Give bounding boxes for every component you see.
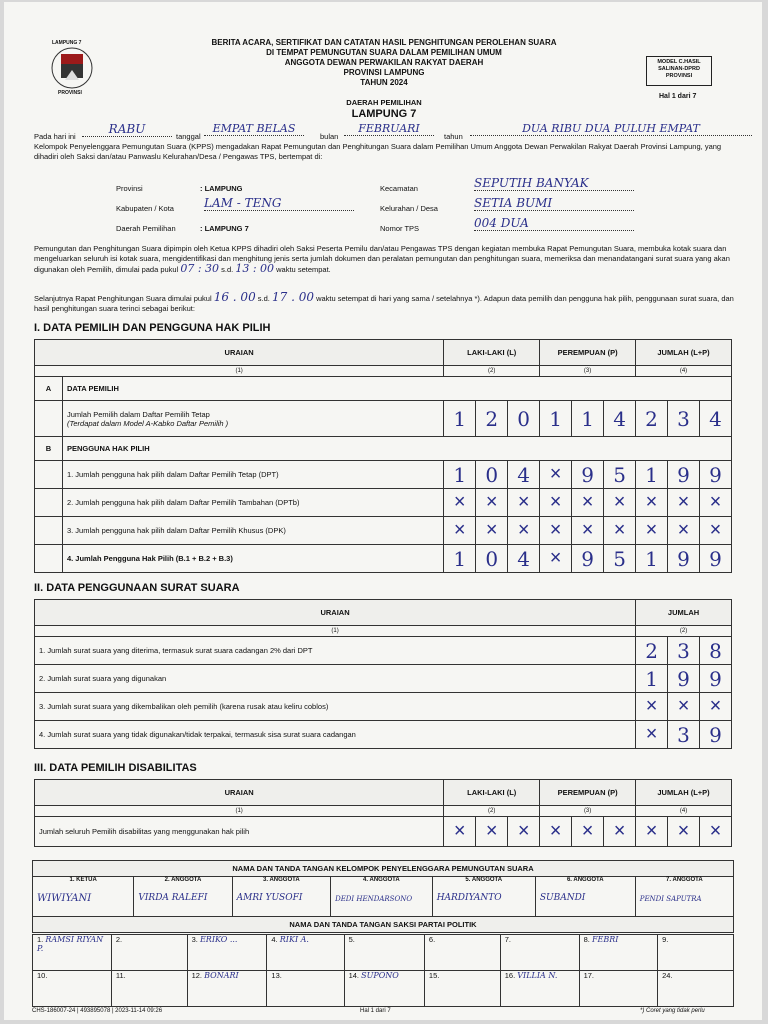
hari-field[interactable]: RABU (82, 122, 172, 137)
saksi-cell[interactable] (187, 971, 267, 1007)
saksi-number: 14. (348, 971, 359, 980)
value-cell[interactable]: × (604, 489, 636, 517)
row-note: (Terdapat dalam Model A-Kabko Daftar Pemilih ) (66, 418, 229, 428)
value-cell[interactable]: × (540, 545, 572, 573)
table-row (35, 721, 732, 749)
saksi-cell[interactable] (111, 935, 187, 971)
section-3-title: III. DATA PEMILIH DISABILITAS (34, 762, 197, 774)
empty-cell (35, 461, 63, 489)
value-cell[interactable]: 0 (476, 545, 508, 573)
value-cell[interactable]: × (572, 489, 604, 517)
kelurahan-label: Kelurahan / Desa (380, 204, 438, 213)
model-box (646, 56, 712, 86)
col-laki: LAKI-LAKI (L) (444, 780, 540, 806)
saksi-cell[interactable] (579, 935, 657, 971)
dapil-loc-value: : LAMPUNG 7 (200, 224, 249, 233)
saksi-number: 1. (37, 935, 44, 944)
page-number: Hal 1 dari 7 (659, 93, 697, 100)
dapil-label: DAERAH PEMILIHAN (346, 98, 422, 107)
count-start-field[interactable]: 16 . 00 (213, 290, 256, 304)
col-perempuan: PEREMPUAN (P) (540, 780, 636, 806)
value-cell[interactable]: × (636, 817, 668, 847)
value-cell[interactable]: × (668, 693, 700, 721)
value-cell[interactable]: × (508, 517, 540, 545)
bulan-field[interactable]: FEBRUARI (344, 122, 434, 136)
section-2-title: II. DATA PENGGUNAAN SURAT SUARA (34, 582, 240, 594)
saksi-number: 6. (428, 935, 436, 944)
row-label: 4. Jumlah surat suara yang tidak digunakan/tidak terpakai, termasuk sisa surat suara cadangan (35, 721, 636, 749)
saksi-number: 4. (271, 935, 278, 944)
value-cell[interactable]: × (636, 489, 668, 517)
value-cell[interactable]: × (476, 817, 508, 847)
col-number: (2) (444, 366, 540, 377)
value-cell[interactable]: × (700, 693, 732, 721)
value-cell[interactable]: × (540, 461, 572, 489)
saksi-cell[interactable] (111, 971, 187, 1007)
value-cell[interactable]: 1 (540, 401, 572, 437)
count-start-text (34, 292, 750, 314)
saksi-name: ERIKO ... (199, 935, 238, 944)
empty-cell (35, 489, 63, 517)
value-cell[interactable]: 4 (604, 401, 636, 437)
waktu-text: waktu setempat. (276, 265, 331, 274)
dapil-loc-label: Daerah Pemilihan (116, 224, 176, 233)
value-cell[interactable]: 3 (668, 637, 700, 665)
row-label: 3. Jumlah pengguna hak pilih dalam Daftar Pemilih Khusus (DPK) (62, 517, 443, 545)
row-label (62, 401, 443, 437)
table-header-row (35, 780, 732, 806)
saksi-cell[interactable] (424, 971, 500, 1007)
value-cell[interactable]: × (699, 489, 731, 517)
kabupaten-field[interactable]: LAM - TENG (204, 196, 354, 211)
empty-cell (35, 517, 63, 545)
value-cell[interactable]: 9 (572, 461, 604, 489)
col-number: (1) (35, 366, 444, 377)
kecamatan-label: Kecamatan (380, 184, 418, 193)
col-number: (2) (636, 626, 732, 637)
signature-cell[interactable] (535, 877, 635, 917)
role-label: 7. ANGGOTA (666, 877, 703, 883)
value-cell[interactable]: 1 (636, 461, 668, 489)
tahun-field[interactable]: DUA RIBU DUA PULUH EMPAT (470, 122, 752, 136)
signer-name: SUBANDI (539, 893, 586, 903)
saksi-number: 16. (504, 971, 516, 980)
table-row (35, 665, 732, 693)
value-cell[interactable]: 9 (700, 665, 732, 693)
row-label: 2. Jumlah surat suara yang digunakan (35, 665, 636, 693)
signature-cell[interactable] (232, 877, 330, 917)
saksi-number: 12. (191, 971, 203, 980)
role-label: 2. ANGGOTA (164, 877, 202, 883)
procedure-text (34, 244, 750, 275)
signer-name: VIRDA RALEFI (138, 893, 208, 903)
value-cell[interactable]: 9 (668, 461, 700, 489)
value-cell[interactable]: 2 (636, 401, 668, 437)
bulan-label: bulan (320, 132, 339, 141)
value-cell[interactable]: 9 (700, 721, 732, 749)
saksi-cell[interactable] (267, 935, 344, 971)
table-row (35, 377, 732, 401)
value-cell[interactable]: 4 (699, 401, 731, 437)
section-1-title: I. DATA PEMILIH DAN PENGGUNA HAK PILIH (34, 322, 271, 334)
value-cell[interactable]: 3 (668, 721, 700, 749)
footer-code: CHS-186007-24 | 493895078 | 2023-11-14 09:26 (32, 1008, 163, 1014)
saksi-cell[interactable] (658, 971, 734, 1007)
table-row (35, 489, 732, 517)
value-cell[interactable]: × (444, 489, 476, 517)
tps-label: Nomor TPS (380, 224, 420, 233)
signature-cell[interactable] (134, 877, 232, 917)
col-uraian: URAIAN (35, 600, 636, 626)
logo-top-text: LAMPUNG 7 (52, 40, 82, 46)
table-subheader-row (35, 626, 732, 637)
row-code: A (35, 377, 63, 401)
saksi-cell[interactable] (658, 935, 734, 971)
saksi-number: 17. (583, 971, 595, 980)
col-jumlah: JUMLAH (636, 600, 732, 626)
saksi-number: 8. (583, 935, 590, 944)
logo-bottom-text: PROVINSI (58, 90, 82, 96)
row-label: 4. Jumlah Pengguna Hak Pilih (B.1 + B.2 + B.3) (62, 545, 443, 573)
pada-hari-label: Pada hari ini (34, 132, 76, 141)
col-number: (2) (444, 806, 540, 817)
model-line: MODEL C.HASIL (657, 59, 701, 65)
saksi-signature-table (32, 934, 734, 1007)
count-end-field[interactable]: 17 . 00 (271, 290, 314, 304)
value-cell[interactable]: × (508, 817, 540, 847)
row-label (35, 693, 636, 721)
value-cell[interactable]: 1 (444, 461, 476, 489)
table-row (35, 517, 732, 545)
table-row (35, 545, 732, 573)
value-cell[interactable]: × (540, 489, 572, 517)
signature-cell[interactable] (331, 877, 433, 917)
table-row (35, 693, 732, 721)
row-label: 2. Jumlah pengguna hak pilih dalam Daftar Pemilih Tambahan (DPTb) (62, 489, 443, 517)
section-2-table (34, 599, 732, 749)
value-cell[interactable]: × (668, 817, 700, 847)
empty-cell (35, 401, 63, 437)
signer-name: HARDIYANTO (436, 893, 502, 903)
row-label: Jumlah seluruh Pemilih disabilitas yang menggunakan hak pilih (35, 817, 444, 847)
col-number: (4) (636, 806, 732, 817)
col-number: (4) (636, 366, 732, 377)
role-label: 5. ANGGOTA (465, 877, 503, 883)
value-cell[interactable]: × (572, 817, 604, 847)
empty-cell (35, 545, 63, 573)
sd-label: s.d. (221, 265, 234, 274)
row-label: 1. Jumlah surat suara yang diterima, termasuk surat suara cadangan 2% dari DPT (35, 637, 636, 665)
saksi-name: RIKI A. (279, 935, 309, 944)
dapil-value: LAMPUNG 7 (351, 108, 417, 120)
kelurahan-field[interactable]: SETIA BUMI (474, 196, 634, 211)
row-title: PENGGUNA HAK PILIH (62, 437, 731, 461)
value-cell[interactable]: 1 (572, 401, 604, 437)
row-label-text: 3. Jumlah surat suara yang dikembalikan oleh pemilih (karena rusak atau keliru coblos) (39, 702, 329, 711)
saksi-row (33, 935, 734, 971)
role-label: 1. KETUA (69, 877, 97, 883)
value-cell[interactable]: 9 (699, 461, 731, 489)
value-cell[interactable]: × (540, 517, 572, 545)
table-header-row (33, 861, 734, 877)
value-cell[interactable]: × (444, 517, 476, 545)
procedure-text-body: Pemungutan dan Penghitungan Suara dipimpin oleh Ketua KPPS dihadiri oleh Saksi Peserta Pemilu dan/atau Pengawas TPS dengan kegiatan membuka Rapat Pemungutan Suara, membuka kotak suara dan mengeluarkan seluruh isi kotak suara, mengidentifikasi dan menghitung jenis serta jumlah dokumen dan peralatan pemungutan dan penghitungan suara, memeriksa dan menandatangani surat suara yang akan digunakan oleh Pemilih, dimulai pada pukul (34, 244, 730, 274)
table-subheader-row (35, 366, 732, 377)
saksi-row (33, 971, 734, 1007)
value-cell[interactable]: × (668, 517, 700, 545)
value-cell[interactable]: 1 (636, 665, 668, 693)
saksi-cell[interactable] (33, 935, 112, 971)
saksi-cell[interactable] (187, 935, 267, 971)
title-line: BERITA ACARA, SERTIFIKAT DAN CATATAN HASIL PENGHITUNGAN PEROLEHAN SUARA (211, 38, 557, 47)
provinsi-value: : LAMPUNG (200, 184, 243, 193)
tps-field[interactable]: 004 DUA (474, 216, 634, 231)
table-row (35, 461, 732, 489)
row-label: 1. Jumlah pengguna hak pilih dalam Daftar Pemilih Tetap (DPT) (62, 461, 443, 489)
saksi-number: 11. (115, 971, 126, 980)
footer-page: Hal 1 dari 7 (360, 1008, 391, 1014)
title-line: PROVINSI LAMPUNG (343, 68, 425, 77)
kecamatan-field[interactable]: SEPUTIH BANYAK (474, 176, 634, 191)
table-row (35, 637, 732, 665)
saksi-name: RAMSI RIYAN P. (37, 935, 104, 953)
end-time-field[interactable]: 13 : 00 (235, 262, 275, 275)
saksi-number: 24. (662, 971, 673, 980)
col-number: (1) (35, 806, 444, 817)
value-cell[interactable]: × (444, 817, 476, 847)
saksi-number: 2. (115, 935, 123, 944)
col-number: (1) (35, 626, 636, 637)
value-cell[interactable]: 9 (668, 545, 700, 573)
intro-text: Kelompok Penyelenggara Pemungutan Suara (KPPS) mengadakan Rapat Pemungutan dan Penghitungan Suara dalam Pemilihan Umum Anggota Dewan Perwakilan Rakyat Daerah Provinsi Lampung, yang dihadiri oleh Saksi dan/atau Panwaslu Kelurahan/Desa / Pengawas TPS, bertempat di: (34, 142, 722, 161)
row-code: B (35, 437, 63, 461)
value-cell[interactable]: 8 (700, 637, 732, 665)
role-label: 6. ANGGOTA (566, 877, 604, 883)
saksi-cell[interactable] (500, 971, 579, 1007)
value-cell[interactable]: 1 (636, 545, 668, 573)
value-cell[interactable]: × (476, 517, 508, 545)
model-line: PROVINSI (665, 73, 693, 79)
col-perempuan: PEREMPUAN (P) (540, 340, 636, 366)
form-title (154, 38, 614, 88)
saksi-name: SUPONO (361, 971, 399, 980)
col-jumlah: JUMLAH (L+P) (636, 780, 732, 806)
saksi-cell[interactable] (424, 935, 500, 971)
value-cell[interactable]: × (636, 693, 668, 721)
value-cell[interactable]: × (668, 489, 700, 517)
saksi-name: BONARI (204, 971, 239, 980)
value-cell[interactable]: × (476, 489, 508, 517)
value-cell[interactable]: 0 (508, 401, 540, 437)
col-number: (3) (540, 806, 636, 817)
value-cell[interactable]: 9 (668, 665, 700, 693)
saksi-number: 9. (662, 935, 669, 944)
value-cell[interactable]: 4 (508, 461, 540, 489)
kpps-title: NAMA DAN TANDA TANGAN KELOMPOK PENYELENGGARA PEMUNGUTAN SUARA (33, 861, 734, 877)
saksi-number: 7. (504, 935, 512, 944)
saksi-cell[interactable] (344, 971, 424, 1007)
table-row (35, 401, 732, 437)
table-row (35, 817, 732, 847)
tahun-label: tahun (444, 132, 463, 141)
count-start-rest: waktu setempat di hari yang sama / setelahnya *). Adapun data pemilih dan pengguna hak pilih, penggunaan surat suara, dan hasil penghitungan suara terinci sebagai berikut: (34, 294, 734, 313)
value-cell[interactable]: 2 (636, 637, 668, 665)
value-cell[interactable]: × (699, 517, 731, 545)
table-header-row (33, 917, 734, 933)
value-cell[interactable]: × (636, 721, 668, 749)
role-label: 3. ANGGOTA (263, 877, 300, 883)
saksi-name: VILLIA N. (517, 971, 558, 980)
title-line: DI TEMPAT PEMUNGUTAN SUARA DALAM PEMILIHAN UMUM (266, 48, 502, 57)
value-cell[interactable]: 1 (444, 545, 476, 573)
col-laki: LAKI-LAKI (L) (444, 340, 540, 366)
signature-cell[interactable] (33, 877, 134, 917)
saksi-cell[interactable] (267, 971, 344, 1007)
signature-cell[interactable] (432, 877, 535, 917)
value-cell[interactable]: 0 (476, 461, 508, 489)
saksi-title: NAMA DAN TANDA TANGAN SAKSI PARTAI POLITIK (33, 917, 734, 933)
value-cell[interactable]: × (636, 517, 668, 545)
form-sheet (4, 2, 762, 1020)
value-cell[interactable]: 9 (572, 545, 604, 573)
kpps-signature-row (33, 877, 734, 917)
col-jumlah: JUMLAH (L+P) (636, 340, 732, 366)
value-cell[interactable]: 1 (444, 401, 476, 437)
signature-cell[interactable] (635, 877, 733, 917)
saksi-number: 5. (348, 935, 355, 944)
saksi-number: 10. (37, 971, 48, 980)
value-cell[interactable]: 4 (508, 545, 540, 573)
saksi-number: 3. (191, 935, 198, 944)
value-cell[interactable]: × (572, 517, 604, 545)
sd-label: s.d. (257, 294, 270, 303)
col-uraian: URAIAN (35, 340, 444, 366)
col-number: (3) (540, 366, 636, 377)
saksi-number: 15. (428, 971, 440, 980)
footer-note: *) Coret yang tidak perlu (640, 1008, 705, 1014)
kabupaten-label: Kabupaten / Kota (116, 204, 174, 213)
col-uraian: URAIAN (35, 780, 444, 806)
saksi-name: FEBRI (591, 935, 619, 944)
tanggal-label: tanggal (176, 132, 201, 141)
provinsi-label: Provinsi (116, 184, 143, 193)
table-row (35, 437, 732, 461)
signer-name: AMRI YUSOFI (236, 893, 303, 903)
signer-name: DEDI HENDARSONO (335, 895, 413, 903)
kpps-signature-table (32, 860, 734, 933)
saksi-cell[interactable] (344, 935, 424, 971)
start-time-field[interactable]: 07 : 30 (180, 262, 220, 275)
value-cell[interactable]: 5 (604, 461, 636, 489)
value-cell[interactable]: × (540, 817, 572, 847)
value-cell[interactable]: × (604, 817, 636, 847)
value-cell[interactable]: 3 (668, 401, 700, 437)
value-cell[interactable]: 9 (699, 545, 731, 573)
signer-name: PENDI SAPUTRA (639, 895, 702, 903)
value-cell[interactable]: × (604, 517, 636, 545)
kpu-logo-icon (48, 40, 96, 96)
table-subheader-row (35, 806, 732, 817)
title-line: ANGGOTA DEWAN PERWAKILAN RAKYAT DAERAH (284, 58, 484, 67)
row-title: DATA PEMILIH (62, 377, 731, 401)
saksi-number: 13. (271, 971, 282, 980)
saksi-cell[interactable] (33, 971, 112, 1007)
value-cell[interactable]: 2 (476, 401, 508, 437)
title-line: TAHUN 2024 (360, 78, 408, 87)
section-1-table (34, 339, 732, 573)
value-cell[interactable]: × (508, 489, 540, 517)
row-label-text: Jumlah Pemilih dalam Daftar Pemilih Tetap (66, 409, 210, 419)
saksi-cell[interactable] (579, 971, 657, 1007)
table-header-row (35, 600, 732, 626)
value-cell[interactable]: × (699, 817, 731, 847)
saksi-cell[interactable] (500, 935, 579, 971)
count-start-label: Selanjutnya Rapat Penghitungan Suara dimulai pukul (34, 294, 212, 303)
model-line: SALINAN-DPRD (658, 66, 700, 72)
table-header-row (35, 340, 732, 366)
value-cell[interactable]: 5 (604, 545, 636, 573)
signer-name: WIWIYANI (37, 893, 92, 904)
section-3-table (34, 779, 732, 847)
tanggal-field[interactable]: EMPAT BELAS (204, 122, 304, 136)
role-label: 4. ANGGOTA (363, 877, 400, 883)
